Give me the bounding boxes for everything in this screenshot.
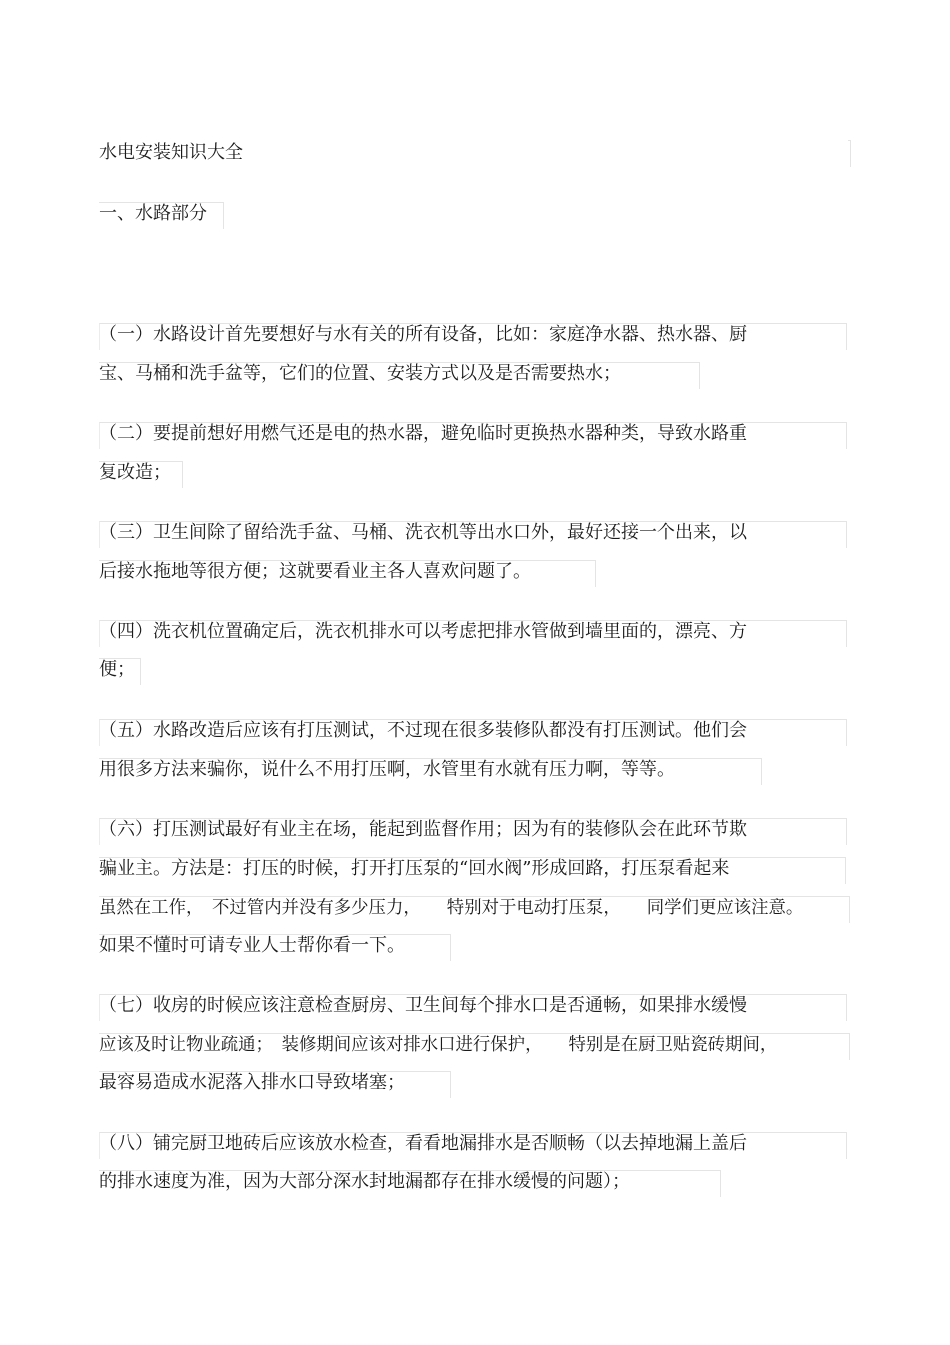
paragraph-line: （一）水路设计首先要想好与水有关的所有设备，比如：家庭净水器、热水器、厨 — [99, 324, 747, 345]
paragraph-line: 宝、马桶和洗手盆等，它们的位置、安装方式以及是否需要热水； — [99, 363, 621, 384]
paragraph-line: 虽然在工作， 不过管内并没有多少压力， 特别对于电动打压泵， 同学们更应该注意。 — [99, 898, 804, 918]
paragraph-line: （三）卫生间除了留给洗手盆、马桶、洗衣机等出水口外，最好还接一个出来，以 — [99, 522, 747, 543]
paragraph-line: 如果不懂时可请专业人士帮你看一下。 — [99, 935, 405, 956]
paragraph-line: （八）铺完厨卫地砖后应该放水检查，看看地漏排水是否顺畅（以去掉地漏上盖后 — [99, 1133, 747, 1154]
paragraph-line: 应该及时让物业疏通； 装修期间应该对排水口进行保护， 特别是在厨卫贴瓷砖期间， — [99, 1035, 778, 1055]
paragraph-line: 复改造； — [99, 462, 171, 483]
paragraph-line: （七）收房的时候应该注意检查厨房、卫生间每个排水口是否通畅，如果排水缓慢 — [99, 995, 747, 1016]
paragraph-line: 后接水拖地等很方便；这就要看业主各人喜欢问题了。 — [99, 561, 531, 582]
section-heading: 一、水路部分 — [99, 203, 207, 224]
paragraph-line: （六）打压测试最好有业主在场，能起到监督作用；因为有的装修队会在此环节欺 — [99, 819, 747, 840]
paragraph-line: 最容易造成水泥落入排水口导致堵塞； — [99, 1072, 405, 1093]
paragraph-line: 用很多方法来骗你，说什么不用打压啊，水管里有水就有压力啊，等等。 — [99, 759, 675, 780]
paragraph-line: 便； — [99, 659, 135, 680]
paragraph-line: （四）洗衣机位置确定后，洗衣机排水可以考虑把排水管做到墙里面的，漂亮、方 — [99, 621, 747, 642]
paragraph-line: 骗业主。方法是：打压的时候，打开打压泵的“回水阀”形成回路，打压泵看起来 — [99, 858, 730, 879]
paragraph-line: （二）要提前想好用燃气还是电的热水器，避免临时更换热水器种类，导致水路重 — [99, 423, 747, 444]
document-title: 水电安装知识大全 — [99, 142, 243, 163]
scan-frame — [848, 140, 851, 167]
paragraph-line: （五）水路改造后应该有打压测试，不过现在很多装修队都没有打压测试。他们会 — [99, 720, 747, 741]
paragraph-line: 的排水速度为准，因为大部分深水封地漏都存在排水缓慢的问题）； — [99, 1171, 630, 1192]
